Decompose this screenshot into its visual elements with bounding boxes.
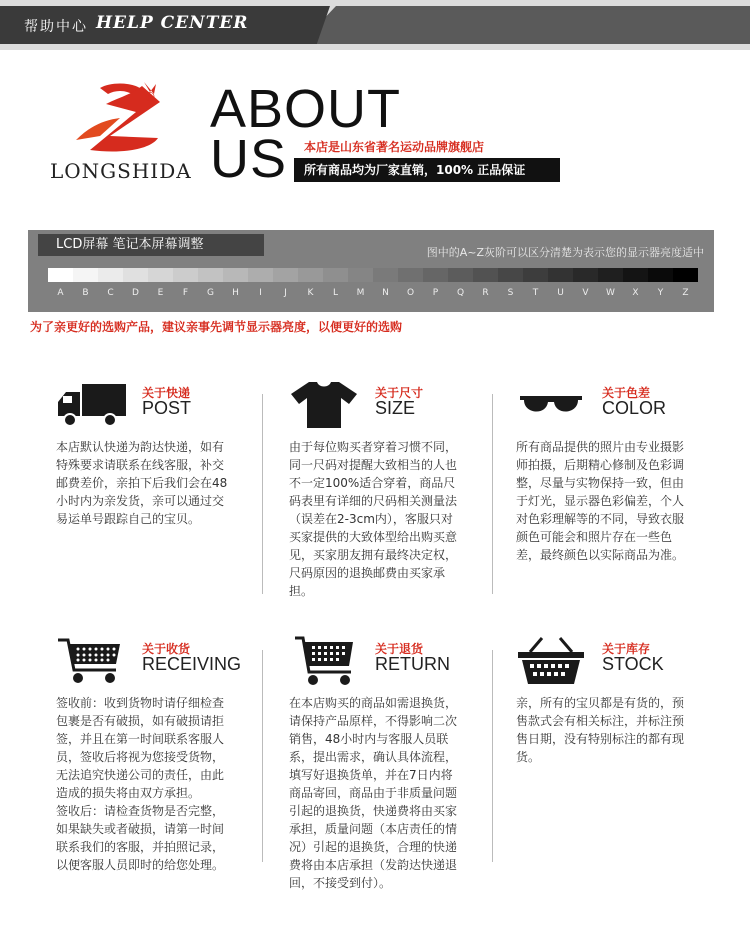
grayscale-swatch-i [248, 268, 273, 282]
grayscale-letter-r: R [482, 288, 489, 298]
post-title-cn: 关于快递 [142, 386, 191, 400]
lcd-hint: 图中的A~Z灰阶可以区分清楚为表示您的显示器亮度适中 [426, 246, 704, 259]
grayscale-swatch-u [548, 268, 573, 282]
receiving-description: 签收前：收到货物时请仔细检查 包裹是否有破损，如有破损请拒 签，并且在第一时间联系客服人 员，签收后将视为您接受货物， 无法追究快递公司的责任，由此 造成的损失将由双方承担。 签收后：请检查货物是否完整， 如果缺失或者破损，请第一时间 联系我们的客服，并拍照记录， 以便客服人员即时的给您处理。 [56, 696, 225, 872]
grayscale-letter-v: V [582, 288, 589, 298]
grayscale-swatch-z [673, 268, 698, 282]
grayscale-letter-y: Y [657, 288, 664, 298]
grayscale-letter-l: L [332, 288, 338, 298]
grayscale-swatch-t [523, 268, 548, 282]
grayscale-letters [48, 288, 698, 298]
size-description: 由于每位购买者穿着习惯不同， 同一尺码对提醒大致相当的人也 不一定100%适合穿着，商品尺 码表里有详细的尺码相关测量法 （误差在2-3cm内），客服只对 买家提供的大致体型给出购买意 见，买家朋友拥有最终决定权， 尺码原因的退换邮费由买家承 担。 [289, 440, 458, 598]
column-divider [492, 394, 493, 594]
column-divider [262, 394, 263, 594]
return-title-cn: 关于退货 [375, 642, 424, 656]
grayscale-swatch-r [473, 268, 498, 282]
grayscale-letter-e: E [157, 288, 164, 298]
return-cart-icon [289, 636, 359, 686]
grayscale-letter-m: M [356, 288, 365, 298]
grayscale-swatch-l [323, 268, 348, 282]
grayscale-letter-c: C [107, 288, 114, 298]
grayscale-swatch-w [598, 268, 623, 282]
grayscale-swatch-k [298, 268, 323, 282]
grayscale-letter-g: G [207, 288, 214, 298]
grayscale-swatch-m [348, 268, 373, 282]
grayscale-letter-a: A [57, 288, 64, 298]
grayscale-letter-p: P [432, 288, 439, 298]
grayscale-swatch-g [198, 268, 223, 282]
store-intro: 本店是山东省著名运动品牌旗舰店 [304, 140, 485, 154]
brightness-notice: 为了亲更好的选购产品，建议亲事先调节显示器亮度，以便更好的选购 [30, 320, 403, 334]
about-title-line1: ABOUT [210, 79, 402, 139]
grayscale-letter-d: D [132, 288, 139, 298]
grayscale-letter-n: N [382, 288, 389, 298]
grayscale-swatch-x [623, 268, 648, 282]
grayscale-letter-o: O [406, 288, 415, 298]
size-title-en: SIZE [375, 398, 416, 418]
return-description: 在本店购买的商品如需退换货， 请保持产品原样，不得影响二次 销售，48小时内与客服人员联 系，提出需求，确认具体流程， 填写好退换货单，并在7日内将 商品寄回，商品由于非质量问题 引起的退换货，快递费将由买家 承担，质量问题（本店责任的情 况）引起的退换货，合理的快递 费将由本店承担（发韵达快递退 回，不接受到付）。 [289, 696, 458, 890]
grayscale-letter-z: Z [682, 288, 689, 298]
grayscale-swatch-p [423, 268, 448, 282]
brand-name: LONGSHIDA [50, 159, 192, 183]
truck-icon [56, 380, 126, 430]
post-title-en: POST [142, 398, 192, 418]
grayscale-letter-u: U [557, 288, 564, 298]
stock-title-cn: 关于库存 [602, 642, 651, 656]
grayscale-swatch-h [223, 268, 248, 282]
grayscale-swatch-a [48, 268, 73, 282]
grayscale-swatch-s [498, 268, 523, 282]
grayscale-letter-k: K [307, 288, 314, 298]
color-title-en: COLOR [602, 398, 667, 418]
grayscale-swatch-y [648, 268, 673, 282]
grayscale-swatch-e [148, 268, 173, 282]
grayscale-letter-h: H [232, 288, 239, 298]
genuine-guarantee: 所有商品均为厂家直销，100% 正品保证 [294, 158, 560, 182]
receiving-title-cn: 关于收货 [142, 642, 191, 656]
size-title-cn: 关于尺寸 [375, 386, 424, 400]
post-description: 本店默认快递为韵达快递，如有 特殊要求请联系在线客服，补交 邮费差价，亲拍下后我们会在48 小时内为亲发货，亲可以通过交 易运单号跟踪自己的宝贝。 [56, 440, 228, 526]
return-title-en: RETURN [375, 654, 450, 674]
cart-icon [56, 636, 126, 686]
help-center-header [0, 0, 750, 50]
lcd-calibration-panel [28, 230, 714, 312]
grayscale-letter-w: W [606, 288, 615, 298]
grayscale-letter-s: S [507, 288, 514, 298]
grayscale-letter-b: B [82, 288, 89, 298]
grayscale-letter-j: J [284, 288, 287, 298]
brand-logo [48, 80, 200, 190]
stock-description: 亲，所有的宝贝都是有货的，预 售款式会有相关标注，并标注预 售日期，没有特别标注的都有现 货。 [516, 696, 685, 764]
registered-mark: ® [144, 90, 156, 104]
header-title-cn: 帮助中心 [24, 19, 88, 35]
grayscale-letter-f: F [182, 288, 189, 298]
color-description: 所有商品提供的照片由专业摄影 师拍摄，后期精心修制及色彩调 整，尽量与实物保持一致，但由 于灯光，显示器色彩偏差，个人 对色彩理解等的不同，导致衣服 颜色可能会和照片存在一些色 差，最终颜色以实际商品为准。 [516, 440, 685, 562]
grayscale-swatch-o [398, 268, 423, 282]
grayscale-swatch-d [123, 268, 148, 282]
column-divider [492, 650, 493, 862]
grayscale-swatch-v [573, 268, 598, 282]
sunglasses-icon [516, 380, 586, 430]
color-title-cn: 关于色差 [602, 386, 651, 400]
grayscale-swatch-n [373, 268, 398, 282]
grayscale-swatch-f [173, 268, 198, 282]
grayscale-swatches [48, 268, 698, 282]
receiving-title-en: RECEIVING [142, 654, 242, 674]
lcd-tag: LCD屏幕 笔记本屏幕调整 [38, 234, 264, 256]
basket-icon [516, 636, 586, 686]
grayscale-letter-i: I [259, 288, 262, 298]
grayscale-swatch-b [73, 268, 98, 282]
tshirt-icon [289, 380, 359, 430]
grayscale-swatch-j [273, 268, 298, 282]
grayscale-swatch-q [448, 268, 473, 282]
grayscale-letter-q: Q [456, 288, 465, 298]
stock-title-en: STOCK [602, 654, 664, 674]
about-title-line2: US [210, 129, 288, 189]
header-title-en: HELP CENTER [96, 13, 249, 33]
column-divider [262, 650, 263, 862]
grayscale-swatch-c [98, 268, 123, 282]
grayscale-letter-t: T [532, 288, 539, 298]
header-stripe [300, 6, 750, 44]
grayscale-letter-x: X [632, 288, 639, 298]
